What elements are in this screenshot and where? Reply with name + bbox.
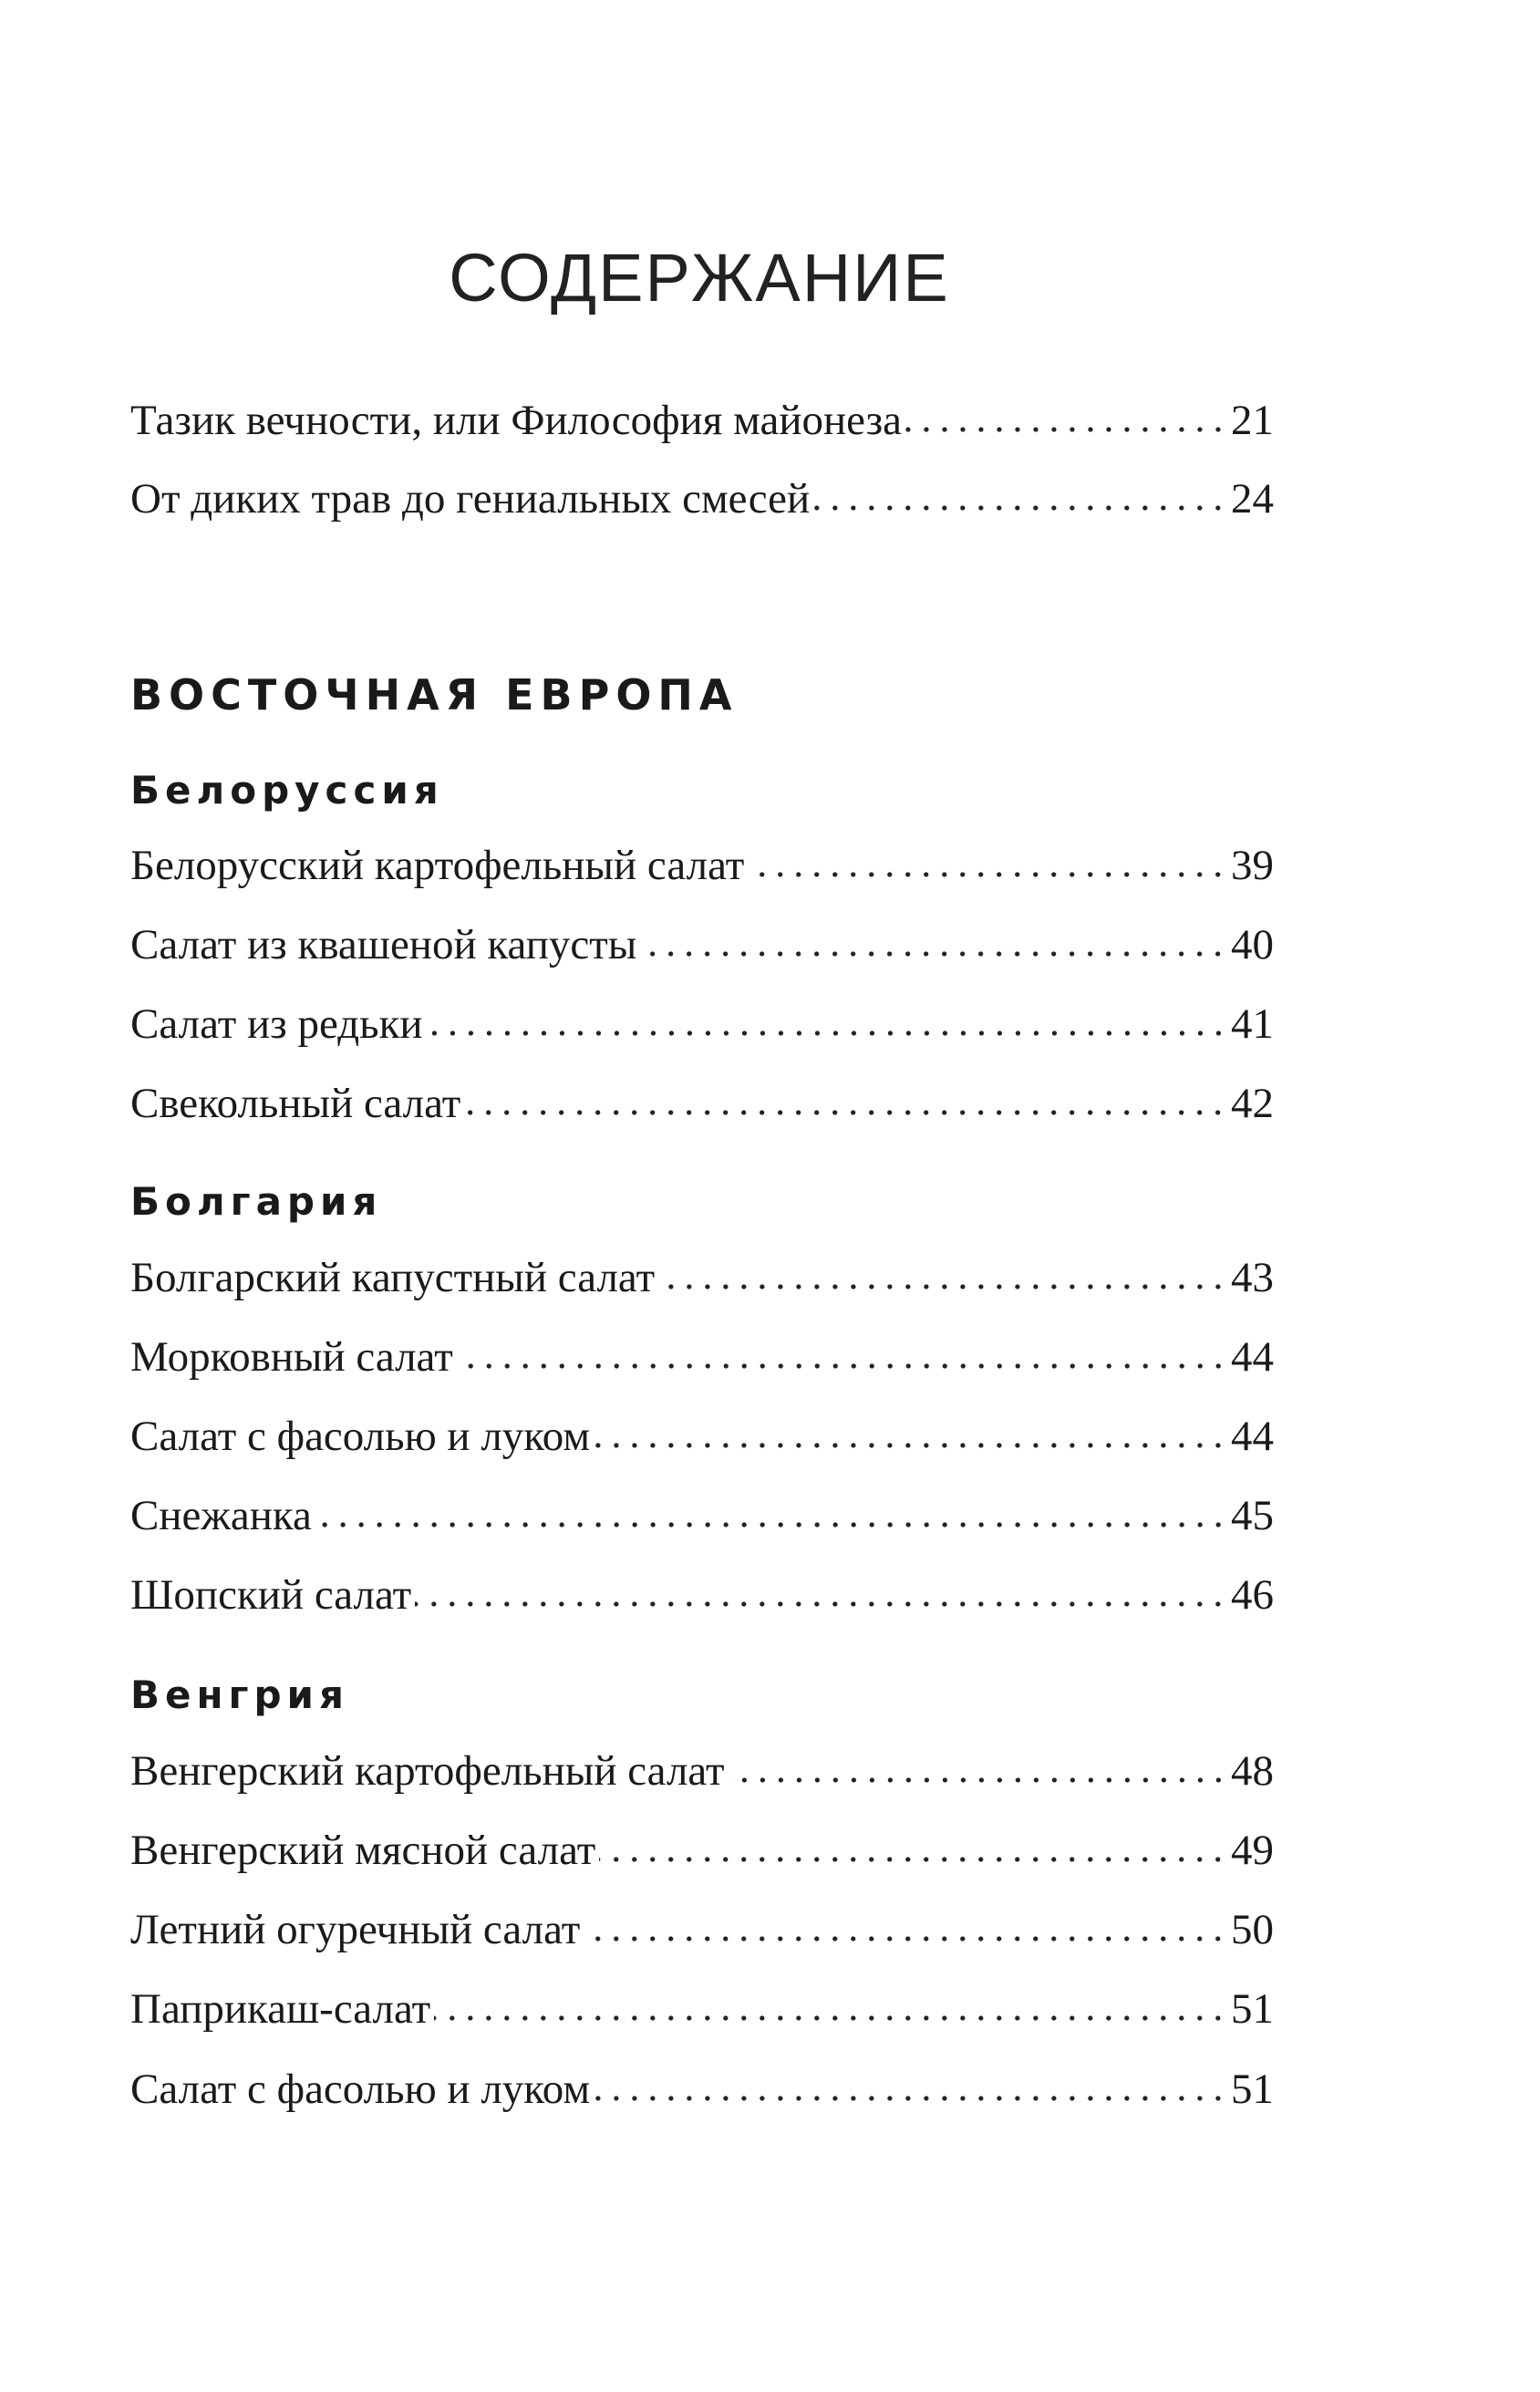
toc-entry[interactable] bbox=[130, 2060, 1274, 2118]
dot-leader bbox=[748, 870, 1227, 879]
toc-entry-page: 50 bbox=[1231, 1906, 1274, 1953]
country-heading: Болгария bbox=[130, 1179, 383, 1224]
toc-entry-page: 41 bbox=[1231, 1000, 1274, 1048]
toc-entry-label: От диких трав до гениальных смесей bbox=[130, 475, 811, 523]
toc-entry[interactable] bbox=[130, 836, 1274, 895]
toc-entry-label: Свекольный салат bbox=[130, 1080, 461, 1127]
toc-entry[interactable] bbox=[130, 1486, 1274, 1545]
toc-entry[interactable] bbox=[130, 1742, 1274, 1800]
toc-entry-label: Болгарский капустный салат bbox=[130, 1254, 656, 1301]
toc-entry-page: 42 bbox=[1231, 1080, 1274, 1127]
toc-entry-label: Морковный салат bbox=[130, 1333, 453, 1381]
toc-entry-label: Салат из редьки bbox=[130, 1000, 423, 1048]
dot-leader bbox=[729, 1776, 1227, 1785]
toc-entry[interactable] bbox=[130, 1980, 1274, 2038]
toc-entry-page: 44 bbox=[1231, 1333, 1274, 1381]
dot-leader bbox=[640, 949, 1227, 958]
page-title: СОДЕРЖАНИЕ bbox=[449, 240, 950, 316]
toc-entry[interactable] bbox=[130, 1248, 1274, 1307]
toc-entry-page: 46 bbox=[1231, 1571, 1274, 1619]
toc-entry[interactable] bbox=[130, 995, 1274, 1053]
toc-entry-label: Шопский салат bbox=[130, 1571, 412, 1619]
dot-leader bbox=[658, 1282, 1227, 1291]
toc-entry-label: Паприкаш-салат bbox=[130, 1985, 431, 2033]
dot-leader bbox=[434, 2014, 1227, 2023]
country-heading: Белоруссия bbox=[130, 768, 444, 813]
toc-entry-page: 24 bbox=[1231, 475, 1274, 523]
toc-entry-page: 43 bbox=[1231, 1254, 1274, 1301]
toc-entry-page: 51 bbox=[1231, 1985, 1274, 2033]
toc-entry-label: Тазик вечности, или Философия майонеза bbox=[130, 397, 903, 444]
toc-entry-label: Венгерский картофельный салат bbox=[130, 1747, 725, 1795]
dot-leader bbox=[415, 1600, 1227, 1609]
toc-entry-label: Снежанка bbox=[130, 1492, 312, 1539]
toc-entry-page: 44 bbox=[1231, 1413, 1274, 1460]
dot-leader bbox=[594, 1441, 1227, 1450]
toc-entry-page: 40 bbox=[1231, 921, 1274, 968]
toc-entry[interactable] bbox=[130, 1407, 1274, 1465]
toc-entry-page: 21 bbox=[1231, 397, 1274, 444]
toc-entry[interactable] bbox=[130, 391, 1274, 450]
toc-entry-page: 39 bbox=[1231, 842, 1274, 889]
toc-entry-label: Белорусский картофельный салат bbox=[130, 842, 745, 889]
section-heading: ВОСТОЧНАЯ ЕВРОПА bbox=[130, 670, 739, 720]
toc-entry[interactable] bbox=[130, 1900, 1274, 1959]
toc-entry-label: Салат из квашеной капусты bbox=[130, 921, 637, 968]
dot-leader bbox=[464, 1108, 1227, 1117]
dot-leader bbox=[315, 1520, 1227, 1529]
toc-entry[interactable] bbox=[130, 1074, 1274, 1133]
toc-entry-page: 49 bbox=[1231, 1827, 1274, 1874]
dot-leader bbox=[594, 2094, 1227, 2103]
dot-leader bbox=[427, 1029, 1227, 1038]
country-heading: Венгрия bbox=[130, 1672, 349, 1717]
toc-entry[interactable] bbox=[130, 1821, 1274, 1879]
dot-leader bbox=[457, 1362, 1227, 1371]
toc-entry[interactable] bbox=[130, 916, 1274, 974]
toc-entry-page: 45 bbox=[1231, 1492, 1274, 1539]
toc-entry-label: Венгерский мясной салат bbox=[130, 1827, 596, 1874]
dot-leader bbox=[599, 1855, 1227, 1864]
toc-entry[interactable] bbox=[130, 1328, 1274, 1386]
toc-entry-label: Салат с фасолью и луком bbox=[130, 1413, 591, 1460]
toc-entry-label: Салат с фасолью и луком bbox=[130, 2066, 591, 2113]
toc-entry[interactable] bbox=[130, 470, 1274, 528]
toc-entry[interactable] bbox=[130, 1566, 1274, 1624]
dot-leader bbox=[584, 1934, 1227, 1943]
toc-entry-label: Летний огуречный салат bbox=[130, 1906, 581, 1953]
dot-leader bbox=[905, 425, 1227, 434]
dot-leader bbox=[813, 503, 1227, 513]
toc-entry-page: 51 bbox=[1231, 2066, 1274, 2113]
toc-entry-page: 48 bbox=[1231, 1747, 1274, 1795]
